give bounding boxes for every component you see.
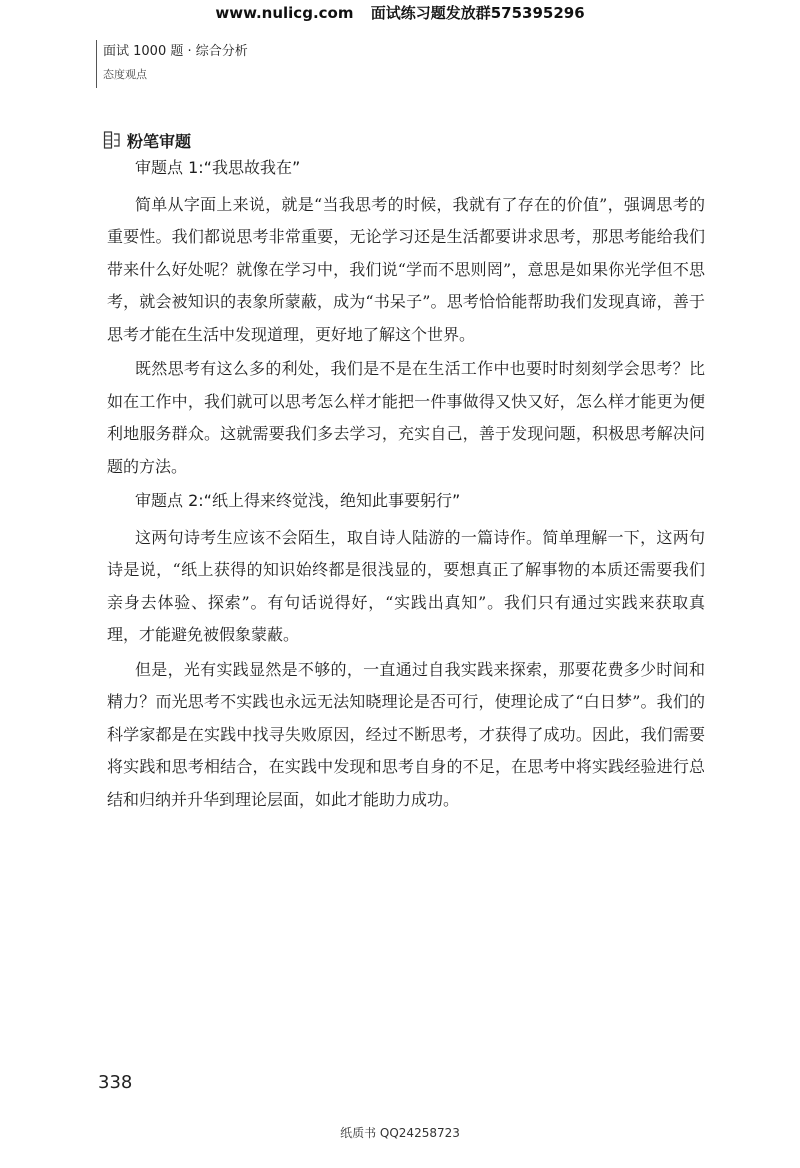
site-url[interactable]: www.nulicg.com — [215, 4, 354, 22]
footer-note: 纸质书 QQ24258723 — [340, 1126, 460, 1140]
review-point-1: 审题点 1:“我思故我在” — [135, 158, 301, 177]
group-notice: 面试练习题发放群575395296 — [370, 4, 585, 22]
page-number: 338 — [98, 1072, 133, 1093]
chapter-title: 态度观点 — [103, 68, 147, 81]
paragraph: 这两句诗考生应该不会陌生，取自诗人陆游的一篇诗作。简单理解一下，这两句诗是说，“纸上获得的知识始终都是很浅显的，要想真正了解事物的本质还需要我们亲身去体验、探索”。有句话说得好，“实践出真知”。我们只有通过实践来获取真理，才能避免被假象蒙蔽。 — [107, 527, 705, 644]
paragraph: 既然思考有这么多的利处，我们是不是在生活工作中也要时时刻刻学会思考？比如在工作中，我们就可以思考怎么样才能把一件事做得又快又好，怎么样才能更为便利地服务群众。这就需要我们多去学习，充实自己，善于发现问题，积极思考解决问题的方法。 — [107, 359, 705, 476]
book-icon — [103, 130, 121, 150]
section-heading — [103, 128, 705, 152]
running-header — [96, 40, 248, 88]
review-point-2: 审题点 2:“纸上得来终觉浅，绝知此事要躬行” — [135, 491, 461, 510]
section-title: 粉笔审题 — [127, 131, 192, 151]
book-title: 面试 1000 题 · 综合分析 — [103, 44, 248, 59]
top-banner — [0, 2, 800, 24]
paragraph: 但是，光有实践显然是不够的，一直通过自我实践来探索，那要花费多少时间和精力？而光思考不实践也永远无法知晓理论是否可行，使理论成了“白日梦”。我们的科学家都是在实践中找寻失败原因，经过不断思考，才获得了成功。因此，我们需要将实践和思考相结合，在实践中发现和思考自身的不足，在思考中将实践经验进行总结和归纳并升华到理论层面，如此才能助力成功。 — [107, 659, 705, 809]
page-content — [107, 128, 705, 818]
paragraph: 简单从字面上来说，就是“当我思考的时候，我就有了存在的价值”，强调思考的重要性。我们都说思考非常重要，无论学习还是生活都要讲求思考，那思考能给我们带来什么好处呢？就像在学习中，我们说“学而不思则罔”，意思是如果你光学但不思考，就会被知识的表象所蒙蔽，成为“书呆子”。思考恰恰能帮助我们发现真谛，善于思考才能在生活中发现道理，更好地了解这个世界。 — [107, 194, 705, 344]
